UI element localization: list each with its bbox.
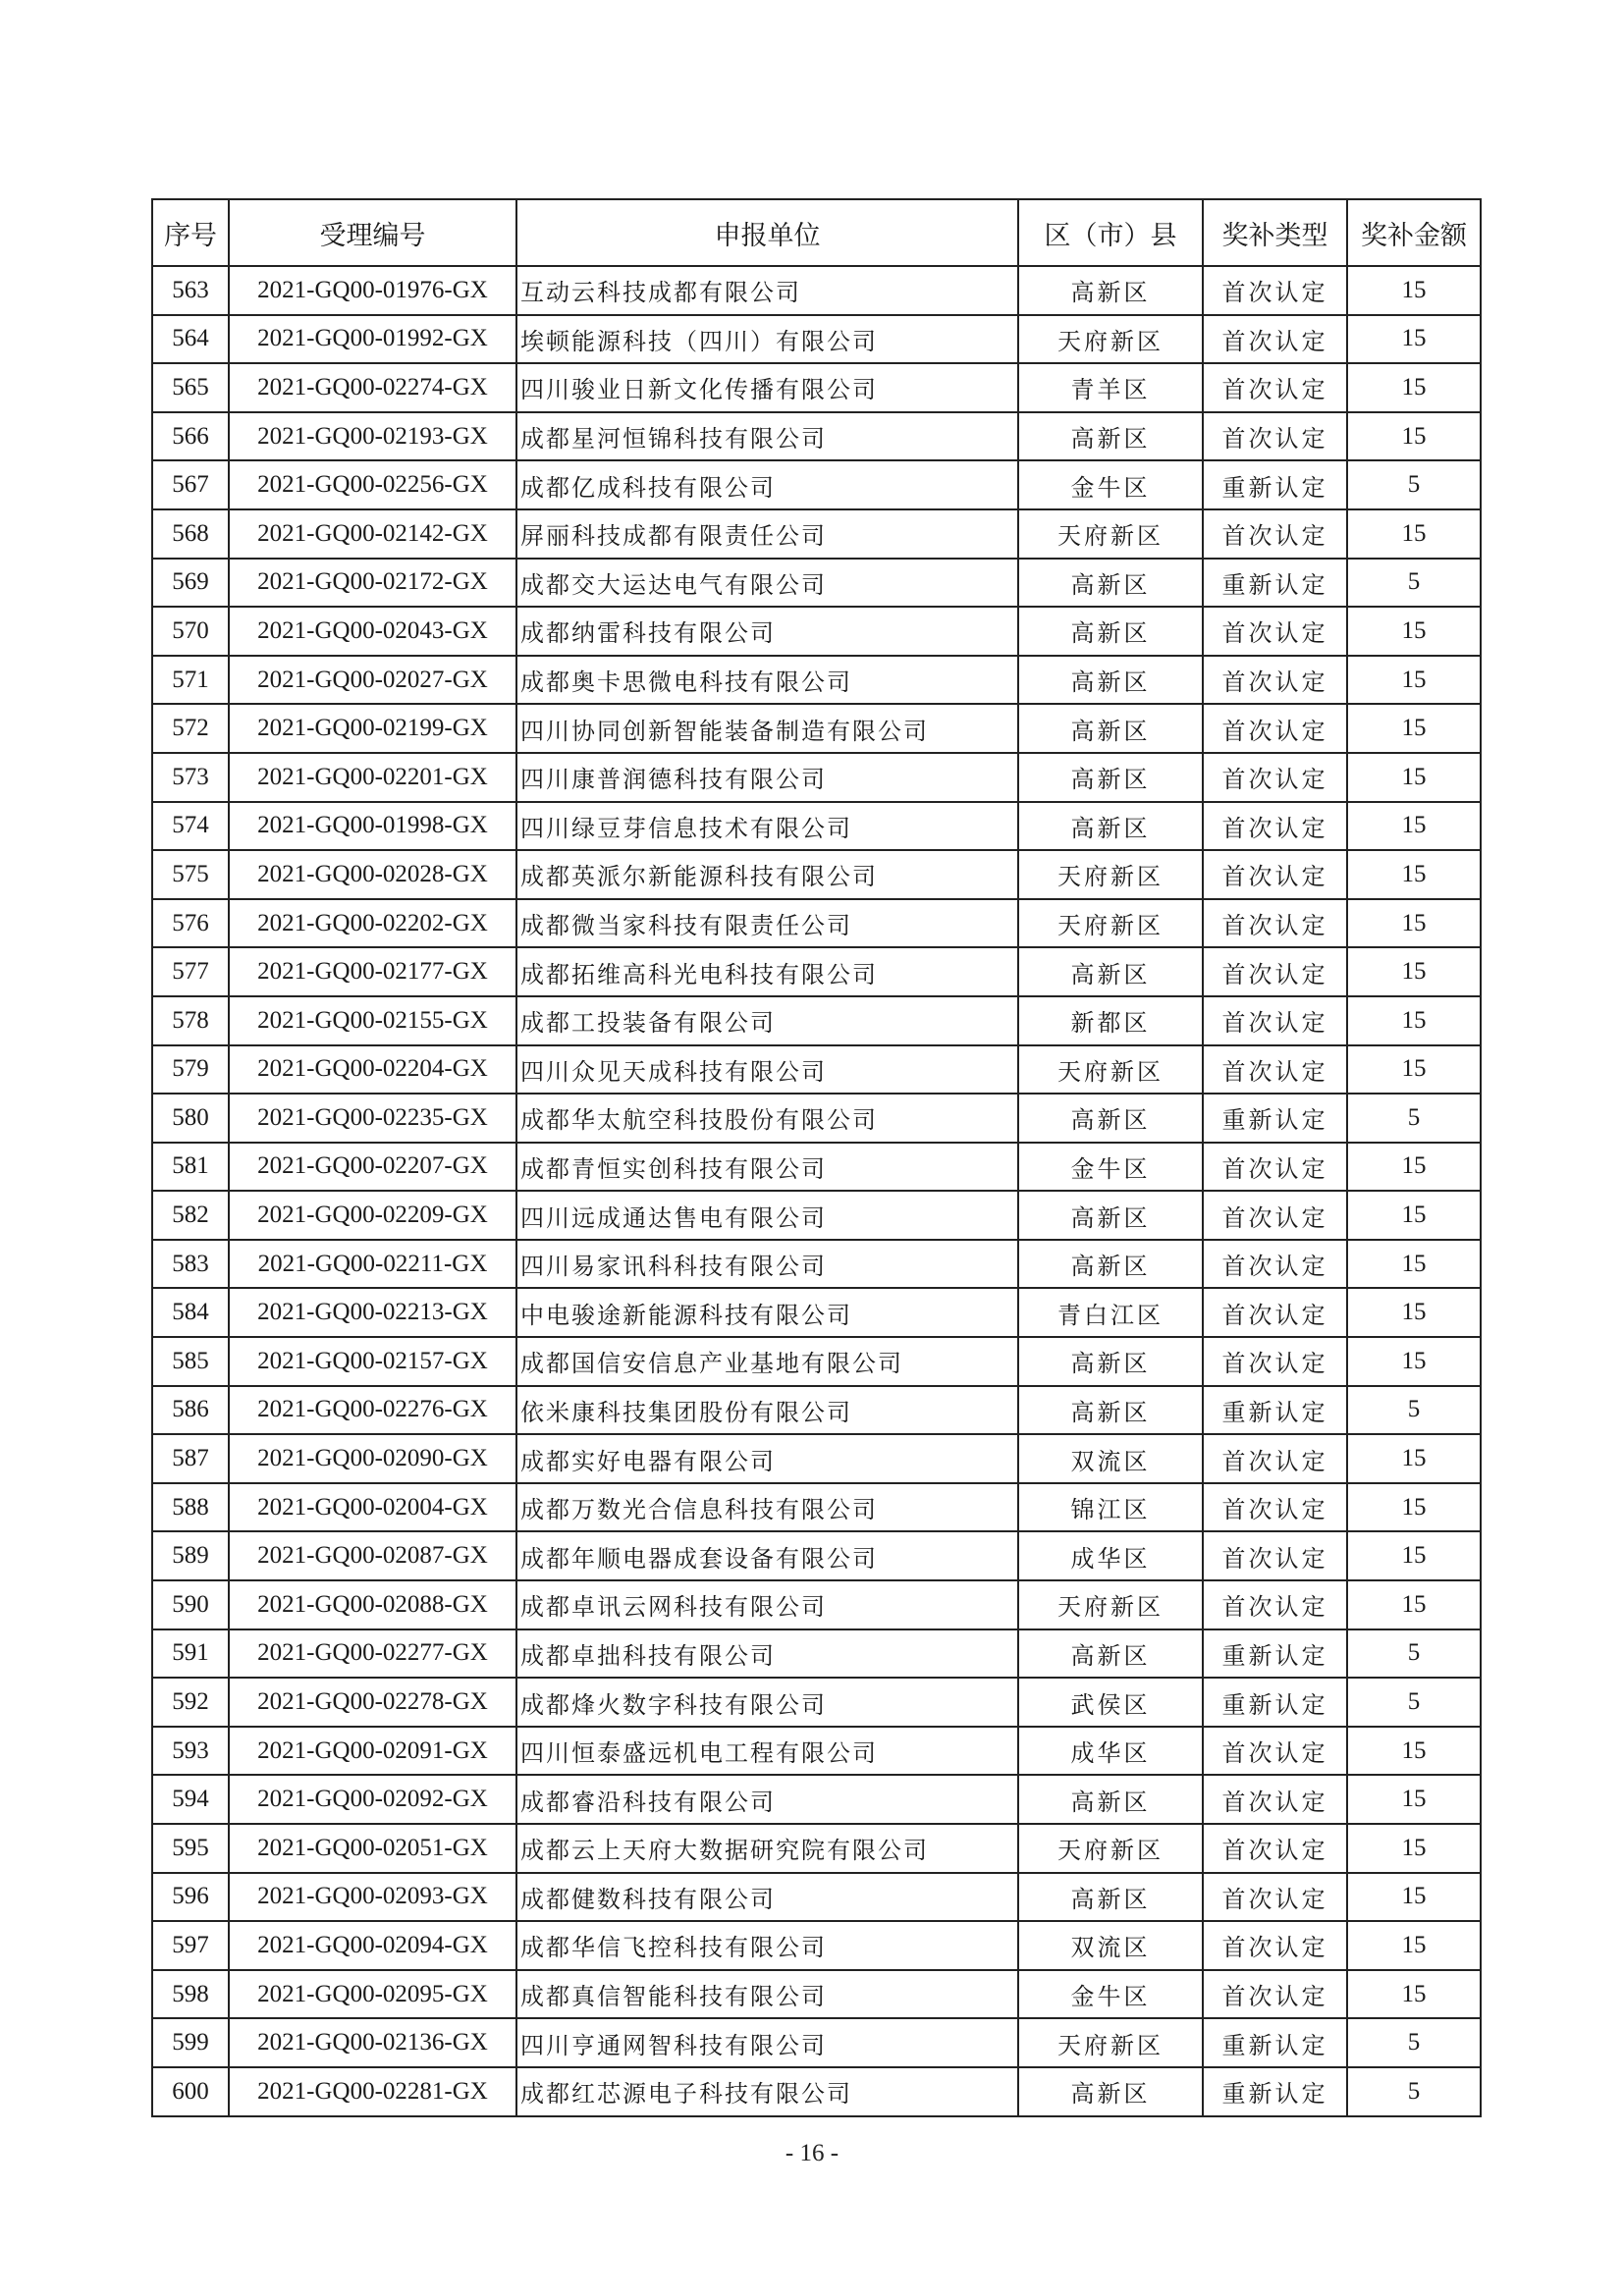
cell-applicant-unit: 成都星河恒锦科技有限公司	[516, 412, 1018, 461]
cell-index: 580	[152, 1094, 229, 1143]
header-award-type: 奖补类型	[1203, 199, 1347, 266]
cell-applicant-unit: 成都英派尔新能源科技有限公司	[516, 850, 1018, 899]
cell-district: 高新区	[1018, 802, 1203, 851]
table-row	[152, 656, 1481, 705]
cell-award-type: 首次认定	[1203, 412, 1347, 461]
cell-award-type: 重新认定	[1203, 1629, 1347, 1679]
cell-application-id: 2021-GQ00-02256-GX	[229, 460, 516, 509]
cell-district: 天府新区	[1018, 315, 1203, 364]
cell-award-amount: 15	[1347, 1143, 1481, 1192]
cell-applicant-unit: 成都交大运达电气有限公司	[516, 559, 1018, 608]
table-row	[152, 947, 1481, 996]
cell-award-amount: 5	[1347, 2018, 1481, 2067]
cell-award-type: 首次认定	[1203, 1191, 1347, 1240]
cell-index: 573	[152, 753, 229, 802]
cell-application-id: 2021-GQ00-02277-GX	[229, 1629, 516, 1679]
cell-index: 569	[152, 559, 229, 608]
table-row	[152, 899, 1481, 948]
cell-index: 570	[152, 607, 229, 656]
cell-award-amount: 15	[1347, 266, 1481, 315]
cell-applicant-unit: 成都工投装备有限公司	[516, 996, 1018, 1045]
cell-award-type: 首次认定	[1203, 1434, 1347, 1483]
cell-index: 577	[152, 947, 229, 996]
cell-district: 天府新区	[1018, 1824, 1203, 1873]
cell-award-amount: 15	[1347, 1045, 1481, 1095]
cell-award-amount: 15	[1347, 850, 1481, 899]
table-row	[152, 1531, 1481, 1580]
cell-district: 双流区	[1018, 1434, 1203, 1483]
table-row	[152, 1143, 1481, 1192]
table-row	[152, 2067, 1481, 2116]
cell-index: 600	[152, 2067, 229, 2116]
cell-applicant-unit: 四川众见天成科技有限公司	[516, 1045, 1018, 1095]
cell-award-type: 首次认定	[1203, 1921, 1347, 1970]
cell-award-type: 首次认定	[1203, 996, 1347, 1045]
header-index: 序号	[152, 199, 229, 266]
cell-application-id: 2021-GQ00-02213-GX	[229, 1288, 516, 1337]
cell-applicant-unit: 四川康普润德科技有限公司	[516, 753, 1018, 802]
cell-award-amount: 5	[1347, 1386, 1481, 1435]
table-row	[152, 753, 1481, 802]
cell-applicant-unit: 成都健数科技有限公司	[516, 1873, 1018, 1922]
cell-applicant-unit: 成都万数光合信息科技有限公司	[516, 1483, 1018, 1532]
cell-index: 595	[152, 1824, 229, 1873]
table-row	[152, 1775, 1481, 1824]
cell-award-amount: 15	[1347, 315, 1481, 364]
cell-applicant-unit: 成都亿成科技有限公司	[516, 460, 1018, 509]
cell-application-id: 2021-GQ00-02092-GX	[229, 1775, 516, 1824]
cell-award-amount: 15	[1347, 1191, 1481, 1240]
cell-applicant-unit: 互动云科技成都有限公司	[516, 266, 1018, 315]
cell-applicant-unit: 成都云上天府大数据研究院有限公司	[516, 1824, 1018, 1873]
cell-application-id: 2021-GQ00-02091-GX	[229, 1727, 516, 1776]
cell-award-type: 首次认定	[1203, 947, 1347, 996]
cell-index: 586	[152, 1386, 229, 1435]
cell-award-type: 首次认定	[1203, 1580, 1347, 1629]
cell-district: 天府新区	[1018, 1045, 1203, 1095]
cell-award-type: 首次认定	[1203, 1970, 1347, 2019]
cell-application-id: 2021-GQ00-02155-GX	[229, 996, 516, 1045]
table-row	[152, 1727, 1481, 1776]
cell-application-id: 2021-GQ00-02090-GX	[229, 1434, 516, 1483]
table-row	[152, 266, 1481, 315]
cell-application-id: 2021-GQ00-02278-GX	[229, 1678, 516, 1727]
cell-district: 青白江区	[1018, 1288, 1203, 1337]
table-row	[152, 607, 1481, 656]
cell-application-id: 2021-GQ00-02088-GX	[229, 1580, 516, 1629]
cell-award-amount: 15	[1347, 753, 1481, 802]
table-row	[152, 1921, 1481, 1970]
cell-index: 598	[152, 1970, 229, 2019]
cell-award-type: 首次认定	[1203, 1531, 1347, 1580]
cell-award-amount: 15	[1347, 1775, 1481, 1824]
cell-application-id: 2021-GQ00-02207-GX	[229, 1143, 516, 1192]
table-row	[152, 1386, 1481, 1435]
cell-district: 天府新区	[1018, 899, 1203, 948]
cell-district: 天府新区	[1018, 1580, 1203, 1629]
cell-award-type: 首次认定	[1203, 704, 1347, 753]
cell-index: 571	[152, 656, 229, 705]
cell-award-type: 首次认定	[1203, 1775, 1347, 1824]
cell-district: 高新区	[1018, 1337, 1203, 1386]
header-award-amount: 奖补金额	[1347, 199, 1481, 266]
cell-applicant-unit: 成都红芯源电子科技有限公司	[516, 2067, 1018, 2116]
cell-application-id: 2021-GQ00-02157-GX	[229, 1337, 516, 1386]
cell-application-id: 2021-GQ00-02043-GX	[229, 607, 516, 656]
table-row	[152, 460, 1481, 509]
table-row	[152, 363, 1481, 412]
cell-application-id: 2021-GQ00-01976-GX	[229, 266, 516, 315]
cell-award-type: 首次认定	[1203, 1337, 1347, 1386]
cell-award-amount: 15	[1347, 607, 1481, 656]
cell-award-amount: 15	[1347, 1873, 1481, 1922]
table-row	[152, 704, 1481, 753]
cell-application-id: 2021-GQ00-02202-GX	[229, 899, 516, 948]
cell-district: 青羊区	[1018, 363, 1203, 412]
cell-award-amount: 15	[1347, 1531, 1481, 1580]
cell-district: 天府新区	[1018, 2018, 1203, 2067]
cell-index: 591	[152, 1629, 229, 1679]
cell-award-type: 首次认定	[1203, 315, 1347, 364]
cell-application-id: 2021-GQ00-02177-GX	[229, 947, 516, 996]
cell-award-amount: 5	[1347, 1094, 1481, 1143]
cell-application-id: 2021-GQ00-02276-GX	[229, 1386, 516, 1435]
cell-district: 高新区	[1018, 1191, 1203, 1240]
award-table	[151, 198, 1482, 2117]
cell-district: 高新区	[1018, 656, 1203, 705]
cell-index: 588	[152, 1483, 229, 1532]
cell-award-type: 首次认定	[1203, 1240, 1347, 1289]
cell-award-type: 首次认定	[1203, 1824, 1347, 1873]
cell-award-amount: 5	[1347, 1629, 1481, 1679]
table-row	[152, 1629, 1481, 1679]
cell-award-amount: 5	[1347, 460, 1481, 509]
cell-index: 596	[152, 1873, 229, 1922]
cell-applicant-unit: 成都真信智能科技有限公司	[516, 1970, 1018, 2019]
cell-application-id: 2021-GQ00-02095-GX	[229, 1970, 516, 2019]
cell-application-id: 2021-GQ00-02094-GX	[229, 1921, 516, 1970]
cell-applicant-unit: 成都青恒实创科技有限公司	[516, 1143, 1018, 1192]
cell-award-amount: 15	[1347, 1483, 1481, 1532]
cell-district: 高新区	[1018, 1240, 1203, 1289]
table-row	[152, 1970, 1481, 2019]
cell-award-amount: 15	[1347, 1288, 1481, 1337]
cell-award-amount: 15	[1347, 1970, 1481, 2019]
cell-district: 高新区	[1018, 1386, 1203, 1435]
cell-application-id: 2021-GQ00-02199-GX	[229, 704, 516, 753]
cell-index: 583	[152, 1240, 229, 1289]
cell-application-id: 2021-GQ00-02204-GX	[229, 1045, 516, 1095]
cell-index: 597	[152, 1921, 229, 1970]
cell-applicant-unit: 四川远成通达售电有限公司	[516, 1191, 1018, 1240]
cell-award-type: 首次认定	[1203, 1143, 1347, 1192]
table-row	[152, 1483, 1481, 1532]
table-row	[152, 1191, 1481, 1240]
cell-award-type: 首次认定	[1203, 1288, 1347, 1337]
cell-index: 584	[152, 1288, 229, 1337]
cell-application-id: 2021-GQ00-02201-GX	[229, 753, 516, 802]
page-number: - 16 -	[785, 2140, 839, 2166]
cell-index: 585	[152, 1337, 229, 1386]
table-row	[152, 1337, 1481, 1386]
cell-index: 563	[152, 266, 229, 315]
cell-district: 金牛区	[1018, 460, 1203, 509]
cell-district: 高新区	[1018, 704, 1203, 753]
cell-award-amount: 15	[1347, 656, 1481, 705]
cell-award-amount: 5	[1347, 559, 1481, 608]
cell-award-type: 首次认定	[1203, 802, 1347, 851]
cell-applicant-unit: 成都微当家科技有限责任公司	[516, 899, 1018, 948]
cell-district: 成华区	[1018, 1727, 1203, 1776]
table-row	[152, 559, 1481, 608]
cell-district: 双流区	[1018, 1921, 1203, 1970]
cell-index: 578	[152, 996, 229, 1045]
table-row	[152, 1094, 1481, 1143]
table-row	[152, 1873, 1481, 1922]
cell-application-id: 2021-GQ00-02142-GX	[229, 509, 516, 559]
cell-application-id: 2021-GQ00-02209-GX	[229, 1191, 516, 1240]
cell-index: 565	[152, 363, 229, 412]
cell-index: 594	[152, 1775, 229, 1824]
cell-award-type: 首次认定	[1203, 1873, 1347, 1922]
cell-index: 575	[152, 850, 229, 899]
cell-award-type: 重新认定	[1203, 1094, 1347, 1143]
cell-application-id: 2021-GQ00-02093-GX	[229, 1873, 516, 1922]
cell-district: 新都区	[1018, 996, 1203, 1045]
cell-district: 高新区	[1018, 1629, 1203, 1679]
cell-award-type: 首次认定	[1203, 899, 1347, 948]
cell-district: 高新区	[1018, 2067, 1203, 2116]
cell-application-id: 2021-GQ00-02235-GX	[229, 1094, 516, 1143]
table-header-row	[152, 199, 1481, 266]
cell-applicant-unit: 成都卓讯云网科技有限公司	[516, 1580, 1018, 1629]
cell-district: 成华区	[1018, 1531, 1203, 1580]
cell-applicant-unit: 成都纳雷科技有限公司	[516, 607, 1018, 656]
cell-award-amount: 15	[1347, 1337, 1481, 1386]
cell-award-amount: 15	[1347, 509, 1481, 559]
cell-application-id: 2021-GQ00-02281-GX	[229, 2067, 516, 2116]
table-row	[152, 850, 1481, 899]
table-row	[152, 509, 1481, 559]
table-row	[152, 2018, 1481, 2067]
cell-award-amount: 5	[1347, 2067, 1481, 2116]
cell-award-amount: 15	[1347, 704, 1481, 753]
cell-index: 587	[152, 1434, 229, 1483]
cell-applicant-unit: 四川绿豆芽信息技术有限公司	[516, 802, 1018, 851]
cell-applicant-unit: 成都烽火数字科技有限公司	[516, 1678, 1018, 1727]
table-row	[152, 1288, 1481, 1337]
table-row	[152, 802, 1481, 851]
cell-applicant-unit: 成都奥卡思微电科技有限公司	[516, 656, 1018, 705]
cell-index: 566	[152, 412, 229, 461]
cell-application-id: 2021-GQ00-02211-GX	[229, 1240, 516, 1289]
cell-award-type: 重新认定	[1203, 559, 1347, 608]
cell-application-id: 2021-GQ00-02193-GX	[229, 412, 516, 461]
cell-applicant-unit: 四川骏业日新文化传播有限公司	[516, 363, 1018, 412]
cell-district: 武侯区	[1018, 1678, 1203, 1727]
table-row	[152, 1678, 1481, 1727]
cell-index: 582	[152, 1191, 229, 1240]
cell-index: 574	[152, 802, 229, 851]
cell-award-amount: 15	[1347, 802, 1481, 851]
cell-award-type: 首次认定	[1203, 363, 1347, 412]
cell-index: 576	[152, 899, 229, 948]
cell-application-id: 2021-GQ00-02028-GX	[229, 850, 516, 899]
cell-award-type: 重新认定	[1203, 2067, 1347, 2116]
cell-applicant-unit: 成都华信飞控科技有限公司	[516, 1921, 1018, 1970]
cell-application-id: 2021-GQ00-01992-GX	[229, 315, 516, 364]
cell-award-type: 首次认定	[1203, 509, 1347, 559]
cell-applicant-unit: 中电骏途新能源科技有限公司	[516, 1288, 1018, 1337]
cell-award-amount: 15	[1347, 1921, 1481, 1970]
cell-award-type: 重新认定	[1203, 1386, 1347, 1435]
table-body	[152, 266, 1481, 2116]
table-row	[152, 1045, 1481, 1095]
cell-district: 高新区	[1018, 559, 1203, 608]
cell-index: 589	[152, 1531, 229, 1580]
cell-award-type: 首次认定	[1203, 1727, 1347, 1776]
cell-applicant-unit: 四川亨通网智科技有限公司	[516, 2018, 1018, 2067]
cell-application-id: 2021-GQ00-02136-GX	[229, 2018, 516, 2067]
header-applicant-unit: 申报单位	[516, 199, 1018, 266]
cell-applicant-unit: 屏丽科技成都有限责任公司	[516, 509, 1018, 559]
cell-award-type: 首次认定	[1203, 266, 1347, 315]
cell-applicant-unit: 埃顿能源科技（四川）有限公司	[516, 315, 1018, 364]
cell-award-amount: 15	[1347, 996, 1481, 1045]
table-row	[152, 1580, 1481, 1629]
cell-index: 593	[152, 1727, 229, 1776]
cell-district: 天府新区	[1018, 850, 1203, 899]
cell-award-amount: 15	[1347, 1580, 1481, 1629]
cell-award-type: 首次认定	[1203, 1045, 1347, 1095]
table-row	[152, 1434, 1481, 1483]
cell-district: 高新区	[1018, 1873, 1203, 1922]
cell-applicant-unit: 成都实好电器有限公司	[516, 1434, 1018, 1483]
cell-award-amount: 15	[1347, 1727, 1481, 1776]
cell-applicant-unit: 四川协同创新智能装备制造有限公司	[516, 704, 1018, 753]
header-application-id: 受理编号	[229, 199, 516, 266]
cell-district: 高新区	[1018, 412, 1203, 461]
table-row	[152, 315, 1481, 364]
cell-award-amount: 15	[1347, 363, 1481, 412]
cell-award-type: 重新认定	[1203, 1678, 1347, 1727]
cell-award-amount: 15	[1347, 1434, 1481, 1483]
cell-district: 高新区	[1018, 266, 1203, 315]
cell-award-type: 重新认定	[1203, 460, 1347, 509]
cell-index: 567	[152, 460, 229, 509]
cell-application-id: 2021-GQ00-02027-GX	[229, 656, 516, 705]
cell-award-amount: 15	[1347, 1240, 1481, 1289]
cell-application-id: 2021-GQ00-02004-GX	[229, 1483, 516, 1532]
table-row	[152, 1240, 1481, 1289]
cell-application-id: 2021-GQ00-02087-GX	[229, 1531, 516, 1580]
cell-index: 568	[152, 509, 229, 559]
cell-index: 592	[152, 1678, 229, 1727]
cell-application-id: 2021-GQ00-02051-GX	[229, 1824, 516, 1873]
cell-index: 572	[152, 704, 229, 753]
cell-award-amount: 15	[1347, 1824, 1481, 1873]
cell-index: 564	[152, 315, 229, 364]
cell-index: 579	[152, 1045, 229, 1095]
cell-award-type: 重新认定	[1203, 2018, 1347, 2067]
cell-applicant-unit: 成都卓拙科技有限公司	[516, 1629, 1018, 1679]
cell-index: 590	[152, 1580, 229, 1629]
cell-award-type: 首次认定	[1203, 850, 1347, 899]
cell-applicant-unit: 四川恒泰盛远机电工程有限公司	[516, 1727, 1018, 1776]
cell-application-id: 2021-GQ00-02172-GX	[229, 559, 516, 608]
cell-index: 599	[152, 2018, 229, 2067]
cell-district: 天府新区	[1018, 509, 1203, 559]
cell-application-id: 2021-GQ00-01998-GX	[229, 802, 516, 851]
cell-applicant-unit: 依米康科技集团股份有限公司	[516, 1386, 1018, 1435]
cell-applicant-unit: 成都国信安信息产业基地有限公司	[516, 1337, 1018, 1386]
cell-district: 金牛区	[1018, 1970, 1203, 2019]
table-row	[152, 412, 1481, 461]
cell-district: 高新区	[1018, 607, 1203, 656]
cell-district: 金牛区	[1018, 1143, 1203, 1192]
cell-award-type: 首次认定	[1203, 1483, 1347, 1532]
cell-award-amount: 15	[1347, 899, 1481, 948]
cell-award-amount: 15	[1347, 412, 1481, 461]
cell-index: 581	[152, 1143, 229, 1192]
cell-district: 锦江区	[1018, 1483, 1203, 1532]
cell-applicant-unit: 成都拓维高科光电科技有限公司	[516, 947, 1018, 996]
cell-applicant-unit: 成都华太航空科技股份有限公司	[516, 1094, 1018, 1143]
cell-applicant-unit: 成都年顺电器成套设备有限公司	[516, 1531, 1018, 1580]
cell-district: 高新区	[1018, 1775, 1203, 1824]
cell-award-amount: 15	[1347, 947, 1481, 996]
cell-award-type: 首次认定	[1203, 607, 1347, 656]
cell-district: 高新区	[1018, 1094, 1203, 1143]
table-row	[152, 996, 1481, 1045]
cell-award-type: 首次认定	[1203, 753, 1347, 802]
header-district: 区（市）县	[1018, 199, 1203, 266]
cell-application-id: 2021-GQ00-02274-GX	[229, 363, 516, 412]
cell-award-type: 首次认定	[1203, 656, 1347, 705]
cell-district: 高新区	[1018, 753, 1203, 802]
cell-applicant-unit: 成都睿沿科技有限公司	[516, 1775, 1018, 1824]
table-row	[152, 1824, 1481, 1873]
cell-district: 高新区	[1018, 947, 1203, 996]
cell-award-amount: 5	[1347, 1678, 1481, 1727]
cell-applicant-unit: 四川易家讯科科技有限公司	[516, 1240, 1018, 1289]
